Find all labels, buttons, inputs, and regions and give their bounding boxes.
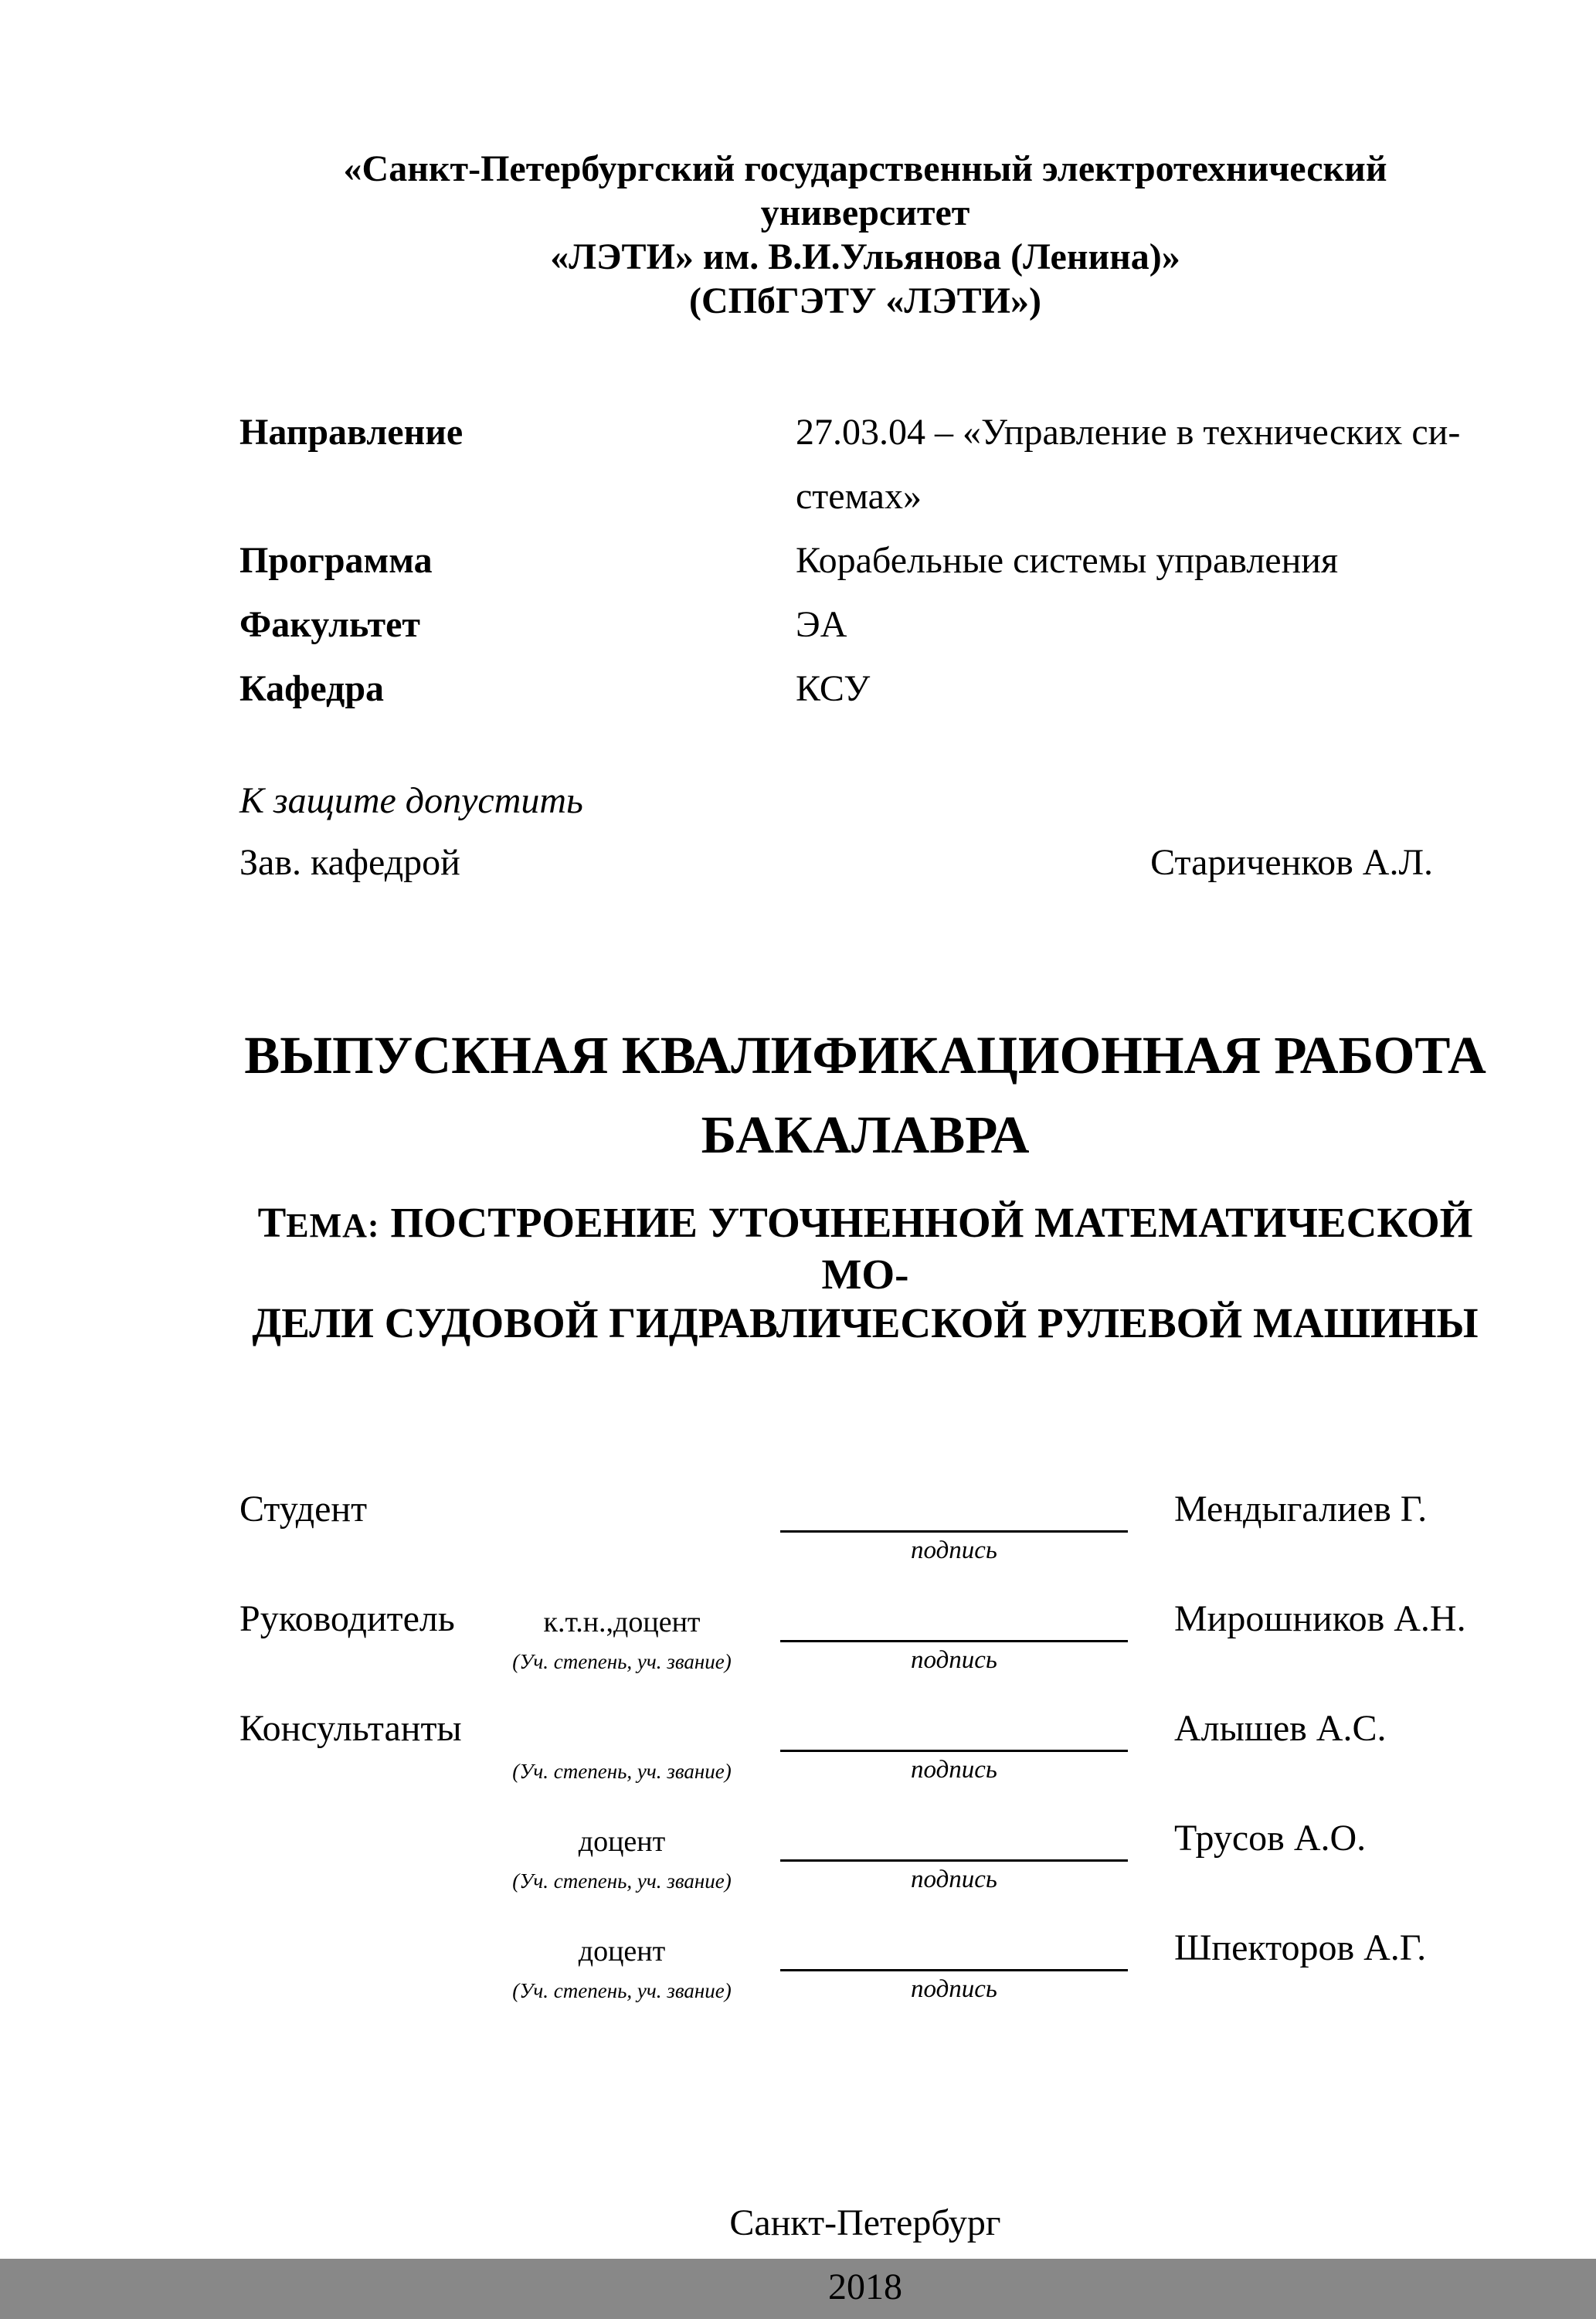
university-header-line-2: «ЛЭТИ» им. В.И.Ульянова (Ленина)»: [550, 236, 1180, 277]
title-block: [239, 1025, 1491, 1347]
signature-line: [780, 1706, 1128, 1752]
theme-label-smallcaps: ЕМА:: [286, 1207, 380, 1244]
signature-degree: к.т.н.,доцент: [543, 1606, 701, 1638]
signature-row-consultant-3: [239, 1925, 1491, 2007]
field-value-direction-line-2: стемах»: [796, 476, 922, 517]
field-label-program: Программа: [239, 540, 433, 581]
signatures-block: [239, 1486, 1491, 2007]
degree-caption: (Уч. степень, уч. звание): [512, 1979, 732, 2002]
field-value-department: КСУ: [796, 668, 871, 709]
admission-statement: К защите допустить: [239, 780, 583, 821]
admission-name: Стариченков А.Л.: [1150, 842, 1433, 883]
theme-line-2: ДЕЛИ СУДОВОЙ ГИДРАВЛИЧЕСКОЙ РУЛЕВОЙ МАШИНЫ: [252, 1299, 1479, 1346]
signature-row-supervisor: [239, 1596, 1491, 1678]
theme-label-initial: Т: [257, 1199, 287, 1246]
signature-name: Шпекторов А.Г.: [1174, 1927, 1427, 1968]
signature-caption: подпись: [911, 1866, 997, 1893]
field-label-department: Кафедра: [239, 668, 385, 709]
signature-row-consultant-2: [239, 1815, 1491, 1897]
admission-block: [239, 770, 1491, 894]
signature-line: [780, 1597, 1128, 1642]
field-row-program: [239, 528, 1491, 592]
field-value-direction: [796, 400, 1491, 528]
degree-caption: (Уч. степень, уч. звание): [512, 1869, 732, 1893]
theme-line-1: [239, 1198, 1491, 1299]
footer-city: Санкт-Петербург: [729, 2202, 1001, 2243]
field-row-faculty: [239, 592, 1491, 657]
signature-caption: подпись: [911, 1646, 997, 1674]
footer-block: [239, 2191, 1491, 2319]
theme-line-1-text: ПОСТРОЕНИЕ УТОЧНЕННОЙ МАТЕМАТИЧЕСКОЙ МО-: [390, 1199, 1473, 1298]
signature-name: Мирошников А.Н.: [1174, 1598, 1466, 1639]
degree-caption: (Уч. степень, уч. звание): [512, 1650, 732, 1673]
field-row-department: [239, 657, 1491, 721]
signature-name: Мендыгалиев Г.: [1174, 1489, 1428, 1530]
university-header-line-3: (СПбГЭТУ «ЛЭТИ»): [689, 280, 1041, 321]
work-title-line-2: БАКАЛАВРА: [701, 1105, 1030, 1164]
signature-caption: подпись: [911, 1536, 997, 1564]
program-fields: [239, 400, 1491, 721]
admission-signature-row: [239, 832, 1491, 894]
field-value-program: Корабельные системы управления: [796, 540, 1339, 581]
field-label-faculty: Факультет: [239, 604, 420, 645]
signature-role: Студент: [239, 1489, 368, 1530]
signature-line: [780, 1926, 1128, 1971]
signature-line: [780, 1816, 1128, 1862]
signature-role: Консультанты: [239, 1708, 462, 1749]
theme-title: [239, 1198, 1491, 1347]
signature-degree: доцент: [578, 1825, 666, 1858]
signature-role: Руководитель: [239, 1598, 455, 1639]
field-row-direction: [239, 400, 1491, 528]
field-value-faculty: ЭА: [796, 604, 847, 645]
signature-row-student: [239, 1486, 1491, 1568]
university-header: [239, 147, 1491, 323]
signature-row-consultant-1: [239, 1706, 1491, 1788]
work-title-line-1: ВЫПУСКНАЯ КВАЛИФИКАЦИОННАЯ РАБОТА: [244, 1026, 1486, 1085]
admission-role: Зав. кафедрой: [239, 842, 460, 883]
signature-name: Трусов А.О.: [1174, 1818, 1367, 1859]
field-value-direction-line-1: 27.03.04 – «Управление в технических си-: [796, 412, 1461, 453]
signature-line: [780, 1487, 1128, 1533]
degree-caption: (Уч. степень, уч. звание): [512, 1760, 732, 1783]
signature-degree: доцент: [578, 1935, 666, 1968]
signature-caption: подпись: [911, 1975, 997, 2003]
signature-caption: подпись: [911, 1756, 997, 1784]
university-header-line-1: «Санкт-Петербургский государственный электротехнический университет: [343, 148, 1387, 233]
signature-name: Алышев А.С.: [1174, 1708, 1387, 1749]
field-label-direction: Направление: [239, 412, 464, 453]
footer-year: 2018: [828, 2266, 902, 2307]
